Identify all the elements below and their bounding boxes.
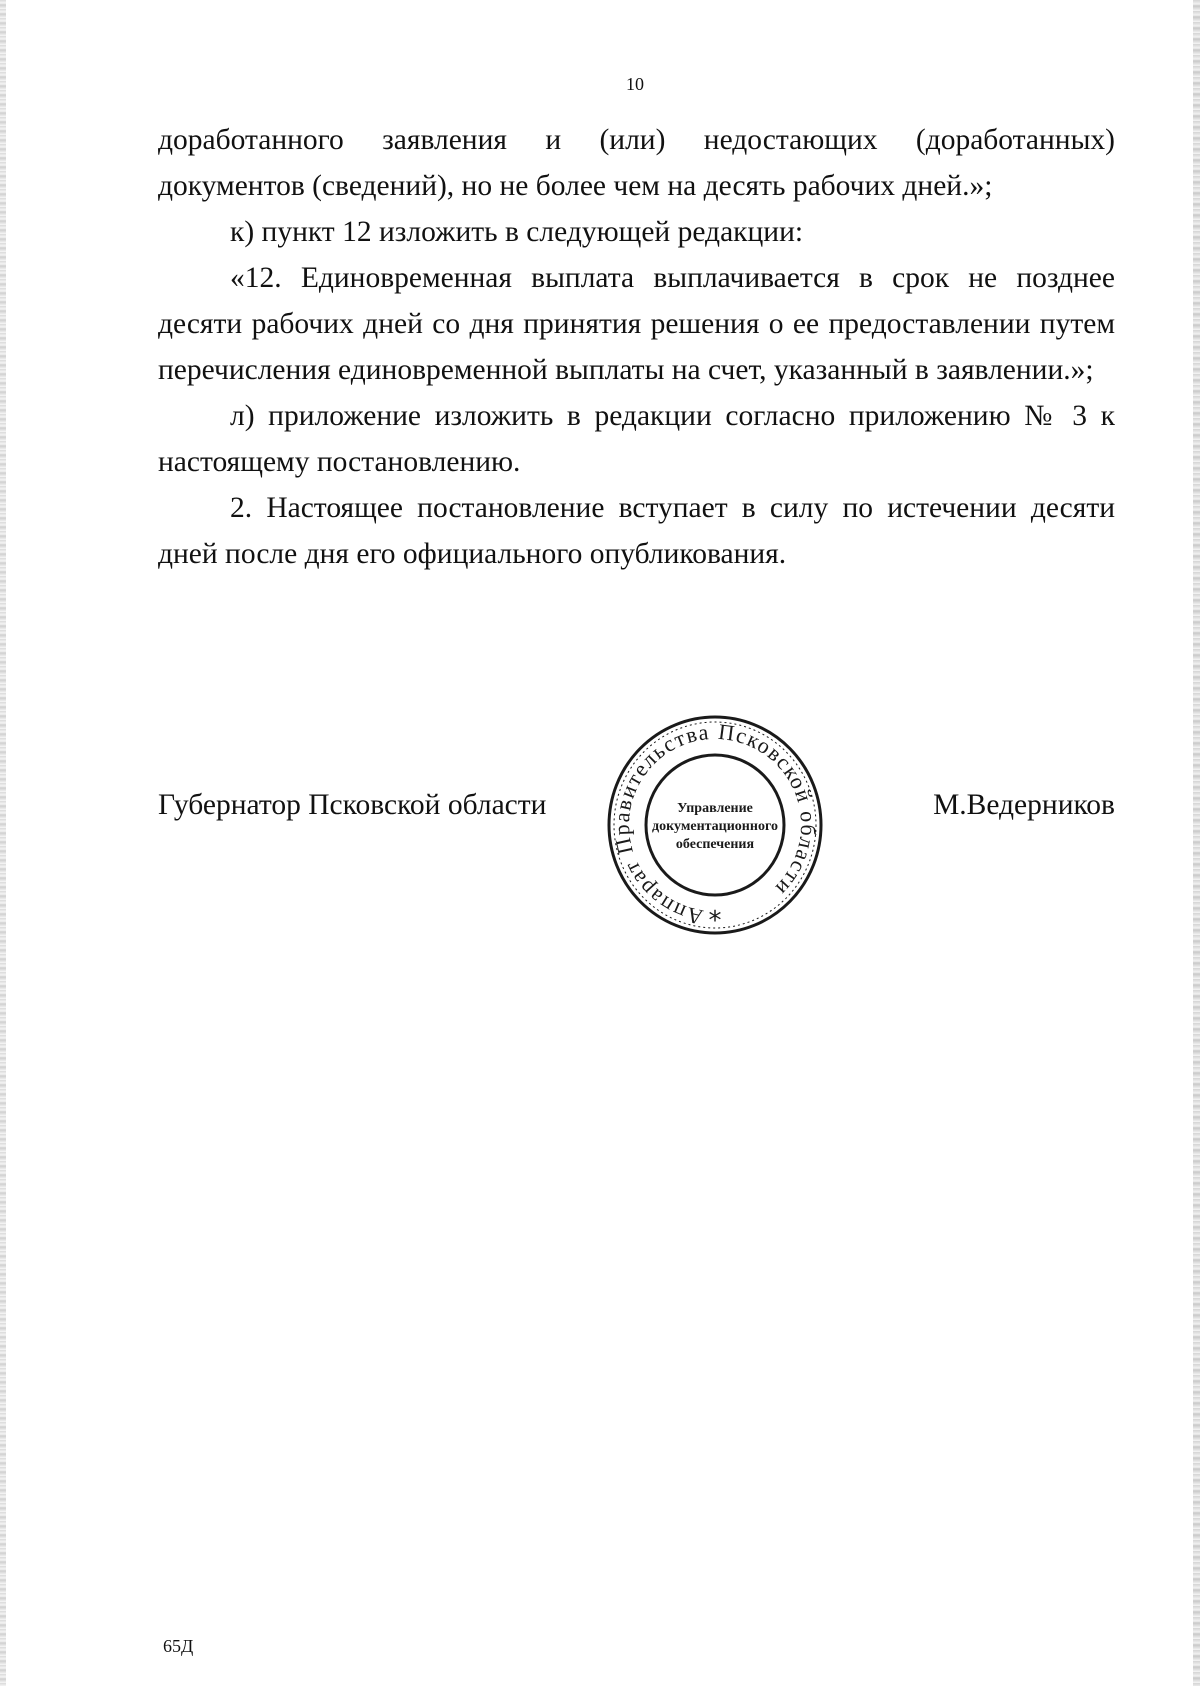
seal-inner-line-3: обеспечения: [675, 837, 755, 852]
document-body: [158, 117, 1115, 577]
signatory-name: М.Ведерников: [933, 789, 1115, 821]
page-number: 10: [626, 74, 644, 94]
seal-inner-line-1: Управление: [677, 801, 753, 816]
document-footer-code: 65Д: [163, 1636, 194, 1656]
seal-outer-text: Аппарат Правительства Псковской области: [608, 718, 822, 931]
paragraph-continuation-line-2: документов (сведений), но не более чем на десять рабочих дней.»;: [158, 170, 993, 202]
paragraph-point-2: 2. Настоящее постановление вступает в силу по истечении десяти дней после дня его официального опубликования.: [158, 492, 1115, 570]
signatory-position: Губернатор Псковской области: [158, 789, 547, 821]
scan-edge-right: [1193, 0, 1200, 1686]
seal-inner-line-2: документационного: [652, 819, 778, 834]
paragraph-continuation-line-1: доработанного заявления и (или) недостающих (доработанных): [158, 124, 1115, 156]
seal-stamp-graphic: [605, 713, 825, 937]
paragraph-item-l: л) приложение изложить в редакции согласно приложению № 3 к настоящему постановлению.: [158, 400, 1115, 478]
seal-star-icon: *: [708, 906, 722, 936]
paragraph-point-12: «12. Единовременная выплата выплачивается в срок не позднее десяти рабочих дней со дня принятия решения о ее предоставлении путем перечисления единовременной выплаты на счет, указанный в заявлении.»;: [158, 262, 1115, 386]
paragraph-item-k: к) пункт 12 изложить в следующей редакции:: [230, 216, 804, 248]
scan-edge-left: [0, 0, 6, 1686]
official-seal: [605, 713, 825, 937]
